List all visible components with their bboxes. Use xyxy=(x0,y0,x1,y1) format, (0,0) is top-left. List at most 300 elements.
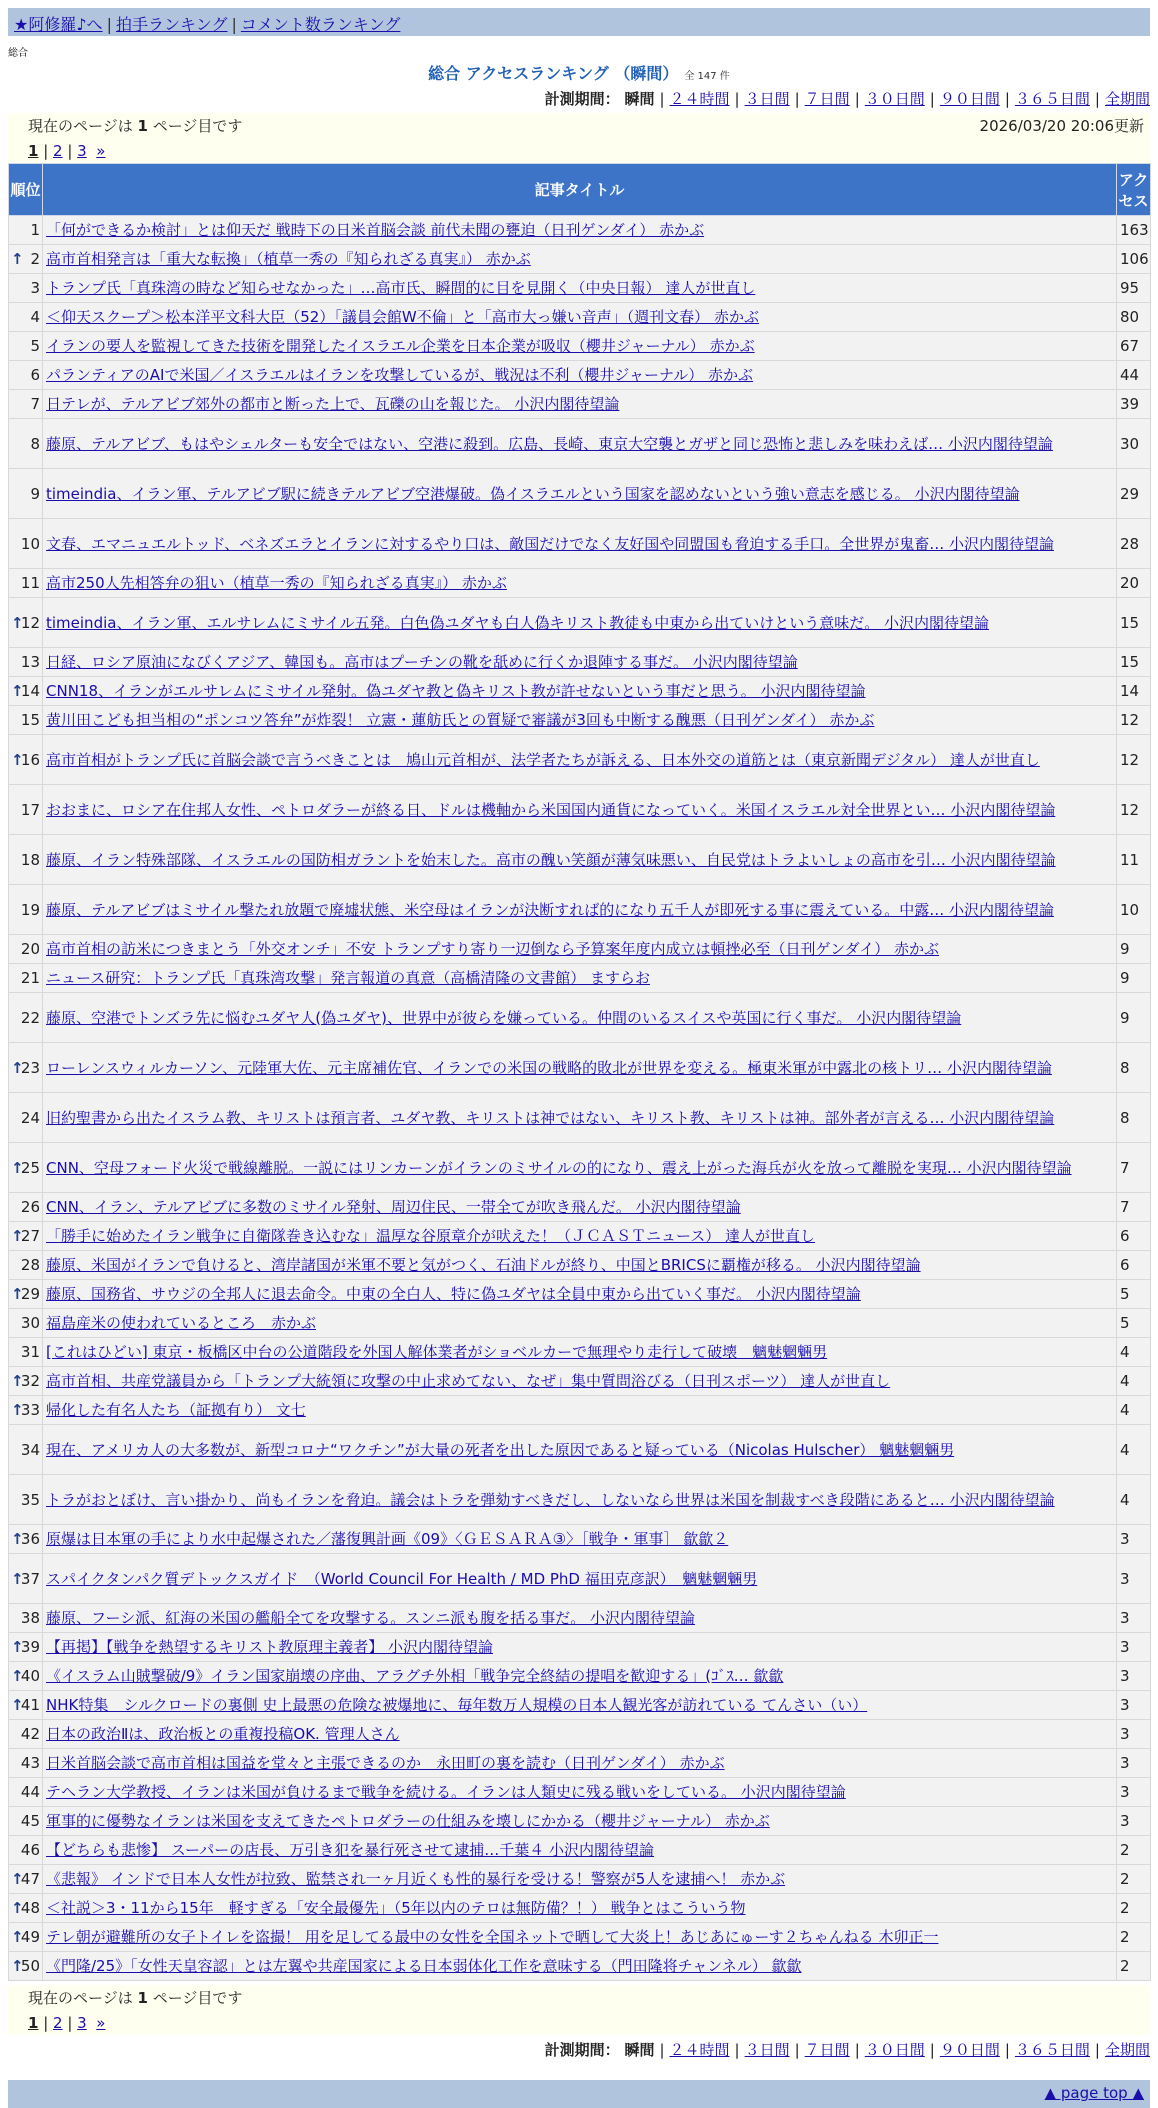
article-title-link[interactable]: 現在、アメリカ人の大多数が、新型コロナ“ワクチン”が大量の死者を出した原因であると疑っている（Nicolas Hulscher） 魑魅魍魎男 xyxy=(46,1440,955,1459)
table-row xyxy=(9,1691,1151,1720)
access-count: 15 xyxy=(1117,648,1151,677)
title-cell xyxy=(43,677,1117,706)
article-title-link[interactable]: ＜社説＞3・11から15年 軽すぎる「安全最優先」（5年以内のテロは無防備？！） 戦争とはこういう物 xyxy=(46,1899,746,1917)
article-title-link[interactable]: イランの要人を監視してきた技術を開発したイスラエル企業を日本企業が吸収（櫻井ジャーナル） 赤かぶ xyxy=(46,337,755,355)
access-count: 2 xyxy=(1117,1865,1151,1894)
rank-cell xyxy=(9,1396,43,1425)
rank-number: 16 xyxy=(20,750,40,769)
rank-number: 10 xyxy=(20,534,40,553)
table-row xyxy=(9,469,1151,519)
rank-cell xyxy=(9,1093,43,1143)
table-row xyxy=(9,1222,1151,1251)
period-7d-link[interactable]: ７日間 xyxy=(804,90,850,108)
rank-cell xyxy=(9,1720,43,1749)
table-row xyxy=(9,1749,1151,1778)
page-3-link[interactable]: 3 xyxy=(77,2014,87,2032)
period-3d-link[interactable]: ３日間 xyxy=(744,90,790,108)
rank-number: 42 xyxy=(20,1725,40,1743)
article-title-link[interactable]: 文春、エマニュエルトッド、ベネズエラとイランに対するやり口は、敵国だけでなく友好国や同盟国も脅迫する手口。全世界が鬼畜… 小沢内閣待望論 xyxy=(46,534,1054,553)
rank-number: 49 xyxy=(20,1928,40,1946)
article-title-link[interactable]: 高市首相発言は「重大な転換」（植草一秀の『知られざる真実』） 赤かぶ xyxy=(46,250,531,268)
rank-cell xyxy=(9,1367,43,1396)
article-title-link[interactable]: 「何ができるか検討」とは仰天だ 戦時下の日米首脳会談 前代未聞の甕迫（日刊ゲンダイ） 赤かぶ xyxy=(46,221,705,239)
access-count: 3 xyxy=(1117,1604,1151,1633)
access-count: 8 xyxy=(1117,1093,1151,1143)
rank-number: 35 xyxy=(20,1490,40,1509)
title-cell xyxy=(43,419,1117,469)
access-header: アクセス xyxy=(1117,164,1151,216)
article-title-link[interactable]: ローレンスウィルカーソン、元陸軍大佐、元主席補佐官、イランでの米国の戦略的敗北が世界を変える。極東米軍が中露北の核トリ… 小沢内閣待望論 xyxy=(46,1058,1052,1077)
rank-number: 1 xyxy=(30,221,40,239)
access-count: 2 xyxy=(1117,1923,1151,1952)
table-row xyxy=(9,1807,1151,1836)
rank-cell xyxy=(9,677,43,706)
table-row xyxy=(9,1280,1151,1309)
rank-cell xyxy=(9,1662,43,1691)
article-title-link[interactable]: 藤原、イラン特殊部隊、イスラエルの国防相ガラントを始末した。高市の醜い笑顔が薄気味悪い、自民党はトラよいしょの高市を引… 小沢内閣待望論 xyxy=(46,850,1056,869)
title-cell xyxy=(43,1662,1117,1691)
article-title-link[interactable]: 藤原、国務省、サウジの全邦人に退去命令。中東の全白人、特に偽ユダヤは全員中東から出ていく事だ。 小沢内閣待望論 xyxy=(46,1285,861,1303)
article-title-link[interactable]: トランプ氏「真珠湾の時など知らせなかった」…高市氏、瞬間的に目を見開く（中央日報） 達人が世直し xyxy=(46,279,756,297)
rank-up-arrow-icon: ↑ xyxy=(11,750,24,769)
article-title-link[interactable]: 《イスラム山賊撃破/9》イラン国家崩壊の序曲、アラグチ外相「戦争完全終結の提唱を歓迎する」(ｺﾞｽ… 歙歙 xyxy=(46,1667,784,1685)
article-title-link[interactable]: スパイクタンパク質デトックスガイド （World Council For Health / MD PhD 福田克彦訳） 魑魅魍魎男 xyxy=(46,1569,758,1588)
title-cell xyxy=(43,835,1117,885)
title-cell xyxy=(43,1554,1117,1604)
article-title-link[interactable]: 【再掲】【戦争を熱望するキリスト教原理主義者】 小沢内閣待望論 xyxy=(46,1638,493,1656)
article-title-link[interactable]: 《悲報》 インドで日本人女性が拉致、監禁され一ヶ月近くも性的暴行を受ける！警察が5人を逮捕へ！ 赤かぶ xyxy=(46,1870,786,1888)
rank-up-arrow-icon: ↑ xyxy=(11,1158,24,1177)
rank-header: 順位 xyxy=(9,164,43,216)
rank-cell xyxy=(9,785,43,835)
rank-number: 43 xyxy=(20,1754,40,1772)
access-count: 3 xyxy=(1117,1807,1151,1836)
table-row xyxy=(9,303,1151,332)
article-title-link[interactable]: 藤原、フーシ派、紅海の米国の艦船全てを攻撃する。スンニ派も腹を括る事だ。 小沢内閣待望論 xyxy=(46,1609,696,1627)
table-row xyxy=(9,1865,1151,1894)
table-row xyxy=(9,569,1151,598)
rank-number: 39 xyxy=(20,1638,40,1656)
title-cell xyxy=(43,245,1117,274)
table-row xyxy=(9,1604,1151,1633)
article-title-link[interactable]: 軍事的に優勢なイランは米国を支えてきたペトロダラーの仕組みを壊しにかかる（櫻井ジャーナル） 赤かぶ xyxy=(46,1812,770,1830)
title-cell xyxy=(43,1807,1117,1836)
rank-cell xyxy=(9,274,43,303)
period-90d-link[interactable]: ９０日間 xyxy=(939,2041,1000,2059)
next-page-link[interactable]: » xyxy=(96,142,106,160)
article-title-link[interactable]: 帰化した有名人たち（証拠有り） 文七 xyxy=(46,1401,306,1419)
period-current: 瞬間 xyxy=(624,2041,655,2059)
table-row xyxy=(9,1193,1151,1222)
rank-number: 46 xyxy=(20,1841,40,1859)
page-info: 現在のページは 1 ページ目です xyxy=(28,1989,243,2007)
page-nav: 1 | 2 | 3 » xyxy=(28,2014,106,2032)
title-cell xyxy=(43,1633,1117,1662)
rank-up-arrow-icon: ↑ xyxy=(11,1530,24,1548)
rank-number: 28 xyxy=(20,1256,40,1274)
title-cell xyxy=(43,1691,1117,1720)
page-nav: 1 | 2 | 3 » xyxy=(28,142,106,160)
rank-cell xyxy=(9,706,43,735)
period-90d-link[interactable]: ９０日間 xyxy=(939,90,1000,108)
rank-number: 24 xyxy=(20,1108,40,1127)
title-cell xyxy=(43,274,1117,303)
access-count: 3 xyxy=(1117,1720,1151,1749)
access-count: 9 xyxy=(1117,935,1151,964)
period-24h-link[interactable]: ２４時間 xyxy=(669,2041,730,2059)
title-cell xyxy=(43,1251,1117,1280)
period-label: 計測期間： xyxy=(544,2041,620,2059)
article-title-link[interactable]: ＜仰天スクープ＞松本洋平文科大臣（52）「議員会館W不倫」と「高市大っ嫌い音声」（週刊文春） 赤かぶ xyxy=(46,308,759,326)
period-selector-top: 計測期間： 瞬間 | ２４時間 | ３日間 | ７日間 | ３０日間 | ９０日間 | ３６５日間 | 全期間 xyxy=(544,90,1150,108)
article-title-link[interactable]: [これはひどい] 東京・板橋区中台の公道階段を外国人解体業者がショベルカーで無理やり走行して破壊 魑魅魍魎男 xyxy=(46,1343,828,1361)
title-cell xyxy=(43,1836,1117,1865)
rank-number: 20 xyxy=(20,940,40,958)
article-title-link[interactable]: 黄川田こども担当相の“ポンコツ答弁”が炸裂！ 立憲・蓮舫氏との質疑で審議が3回も中断する醜悪（日刊ゲンダイ） 赤かぶ xyxy=(46,711,875,729)
rank-cell xyxy=(9,964,43,993)
period-3d-link[interactable]: ３日間 xyxy=(744,2041,790,2059)
rank-number: 38 xyxy=(20,1609,40,1627)
access-count: 2 xyxy=(1117,1894,1151,1923)
page-2-link[interactable]: 2 xyxy=(53,142,63,160)
page-3-link[interactable]: 3 xyxy=(77,142,87,160)
access-count: 39 xyxy=(1117,390,1151,419)
table-row xyxy=(9,1778,1151,1807)
rank-cell xyxy=(9,1778,43,1807)
rank-cell xyxy=(9,1251,43,1280)
period-24h-link[interactable]: ２４時間 xyxy=(669,90,730,108)
rank-cell xyxy=(9,1338,43,1367)
rank-number: 11 xyxy=(20,574,40,592)
access-count: 9 xyxy=(1117,993,1151,1043)
rank-number: 40 xyxy=(20,1667,40,1685)
article-title-link[interactable]: 藤原、テルアビブはミサイル撃たれ放題で廃墟状態、米空母はイランが決断すれば的になり五千人が即死する事に震えている。中露… 小沢内閣待望論 xyxy=(46,900,1054,919)
rank-number: 36 xyxy=(20,1530,40,1548)
rank-cell xyxy=(9,1836,43,1865)
article-title-link[interactable]: 藤原、テルアビブ、もはやシェルターも安全ではない、空港に殺到。広島、長崎、東京大空襲とガザと同じ恐怖と悲しみを味わえば… 小沢内閣待望論 xyxy=(46,434,1053,453)
table-row xyxy=(9,519,1151,569)
title-cell xyxy=(43,1923,1117,1952)
ranking-title: 総合 アクセスランキング （瞬間） xyxy=(428,64,679,83)
page-title xyxy=(0,61,1158,84)
title-cell xyxy=(43,706,1117,735)
title-cell xyxy=(43,735,1117,785)
period-365d-link[interactable]: ３６５日間 xyxy=(1014,2041,1090,2059)
comment-ranking-link[interactable]: コメント数ランキング xyxy=(240,15,401,34)
rank-cell xyxy=(9,390,43,419)
article-title-link[interactable]: timeindia、イラン軍、テルアビブ駅に続きテルアビブ空港爆破。偽イスラエルという国家を認めないという強い意志を感じる。 小沢内閣待望論 xyxy=(46,484,1020,503)
article-title-link[interactable]: CNN18、イランがエルサレムにミサイル発射。偽ユダヤ教と偽キリスト教が許せないという事だと思う。 小沢内閣待望論 xyxy=(46,682,866,700)
table-row xyxy=(9,1836,1151,1865)
rank-cell xyxy=(9,1043,43,1093)
article-title-link[interactable]: 福島産米の使われているところ 赤かぶ xyxy=(46,1314,317,1332)
rank-cell xyxy=(9,1604,43,1633)
access-count: 44 xyxy=(1117,361,1151,390)
access-count: 80 xyxy=(1117,303,1151,332)
title-cell xyxy=(43,390,1117,419)
access-count: 3 xyxy=(1117,1554,1151,1604)
access-count: 7 xyxy=(1117,1193,1151,1222)
access-count: 3 xyxy=(1117,1691,1151,1720)
table-row xyxy=(9,245,1151,274)
title-cell xyxy=(43,1338,1117,1367)
access-count: 3 xyxy=(1117,1633,1151,1662)
table-row xyxy=(9,419,1151,469)
title-cell xyxy=(43,1749,1117,1778)
table-row xyxy=(9,706,1151,735)
article-title-link[interactable]: パランティアのAIで米国／イスラエルはイランを攻撃しているが、戦況は不利（櫻井ジャーナル） 赤かぶ xyxy=(46,366,754,384)
rank-number: 21 xyxy=(20,969,40,987)
next-page-link[interactable]: » xyxy=(96,2014,106,2032)
article-title-link[interactable]: 旧約聖書から出たイスラム教、キリストは預言者、ユダヤ教、キリストは神ではない、キリスト教、キリストは神。部外者が言える… 小沢内閣待望論 xyxy=(46,1108,1055,1127)
rank-cell xyxy=(9,303,43,332)
access-count: 11 xyxy=(1117,835,1151,885)
rank-number: 45 xyxy=(20,1812,40,1830)
title-cell xyxy=(43,469,1117,519)
access-count: 12 xyxy=(1117,706,1151,735)
access-count: 28 xyxy=(1117,519,1151,569)
page-top-link[interactable]: ▲ page top ▲ xyxy=(1044,2084,1144,2102)
table-row xyxy=(9,1093,1151,1143)
rank-up-arrow-icon: ↑ xyxy=(11,1870,24,1888)
rank-cell xyxy=(9,1525,43,1554)
rank-number: 33 xyxy=(20,1401,40,1419)
rank-number: 2 xyxy=(30,250,40,268)
title-cell xyxy=(43,303,1117,332)
rank-cell xyxy=(9,1554,43,1604)
article-title-link[interactable]: 高市首相の訪米につきまとう「外交オンチ」不安 トランプすり寄り一辺倒なら予算案年度内成立は頓挫必至（日刊ゲンダイ） 赤かぶ xyxy=(46,940,940,958)
rank-cell xyxy=(9,1952,43,1981)
access-count: 95 xyxy=(1117,274,1151,303)
top-nav-bar xyxy=(8,8,1150,36)
article-title-link[interactable]: 《門隆/25》「女性天皇容認」とは左翼や共産国家による日本弱体化工作を意味する（門田隆将チャンネル） 歙歙 xyxy=(46,1957,802,1975)
rank-number: 34 xyxy=(20,1440,40,1459)
period-30d-link[interactable]: ３０日間 xyxy=(864,90,925,108)
home-link[interactable]: ★阿修羅♪へ xyxy=(14,15,103,34)
rank-number: 27 xyxy=(20,1227,40,1245)
title-cell xyxy=(43,519,1117,569)
title-cell xyxy=(43,935,1117,964)
ranking-table xyxy=(8,163,1151,1981)
table-row xyxy=(9,1720,1151,1749)
article-title-link[interactable]: テレ朝が避難所の女子トイレを盗撮！ 用を足してる最中の女性を全国ネットで晒して大炎上！あじあにゅーす２ちゃんねる 木卯正一 xyxy=(46,1928,939,1946)
access-count: 4 xyxy=(1117,1338,1151,1367)
access-count: 6 xyxy=(1117,1251,1151,1280)
period-365d-link[interactable]: ３６５日間 xyxy=(1014,90,1090,108)
rank-cell xyxy=(9,885,43,935)
rank-cell xyxy=(9,1633,43,1662)
page-2-link[interactable]: 2 xyxy=(53,2014,63,2032)
rank-cell xyxy=(9,1222,43,1251)
rank-cell xyxy=(9,1475,43,1525)
article-title-link[interactable]: 高市首相がトランプ氏に首脳会談で言うべきことは 鳩山元首相が、法学者たちが訴える、日本外交の道筋とは（東京新聞デジタル） 達人が世直し xyxy=(46,750,1040,769)
rank-cell xyxy=(9,469,43,519)
title-cell xyxy=(43,332,1117,361)
rank-up-arrow-icon: ↑ xyxy=(11,1058,24,1077)
title-cell xyxy=(43,1720,1117,1749)
rank-up-arrow-icon: ↑ xyxy=(11,250,24,268)
table-row xyxy=(9,216,1151,245)
rank-cell xyxy=(9,519,43,569)
title-cell xyxy=(43,1865,1117,1894)
rank-number: 47 xyxy=(20,1870,40,1888)
access-count: 30 xyxy=(1117,419,1151,469)
rank-number: 19 xyxy=(20,900,40,919)
title-cell xyxy=(43,964,1117,993)
table-row xyxy=(9,785,1151,835)
rank-up-arrow-icon: ↑ xyxy=(11,1899,24,1917)
period-all-link[interactable]: 全期間 xyxy=(1104,90,1150,108)
article-title-link[interactable]: 日経、ロシア原油になびくアジア、韓国も。高市はプーチンの靴を舐めに行くか退陣する事だ。 小沢内閣待望論 xyxy=(46,653,798,671)
rank-number: 17 xyxy=(20,800,40,819)
article-title-link[interactable]: 日テレが、テルアビブ郊外の都市と断った上で、瓦礫の山を報じた。 小沢内閣待望論 xyxy=(46,395,620,413)
rank-up-arrow-icon: ↑ xyxy=(11,1401,24,1419)
rank-number: 4 xyxy=(30,308,40,326)
article-title-link[interactable]: CNN、空母フォード火災で戦線離脱。一説にはリンカーンがイランのミサイルの的になり、震え上がった海兵が火を放って離脱を実現… 小沢内閣待望論 xyxy=(46,1158,1072,1177)
page-info: 現在のページは 1 ページ目です xyxy=(28,117,243,135)
total-count: 全 147 件 xyxy=(684,71,730,82)
rank-number: 41 xyxy=(20,1696,40,1714)
rank-number: 48 xyxy=(20,1899,40,1917)
pager-top xyxy=(8,113,1150,163)
rank-cell xyxy=(9,648,43,677)
table-row xyxy=(9,885,1151,935)
access-count: 3 xyxy=(1117,1662,1151,1691)
table-row xyxy=(9,1043,1151,1093)
table-row xyxy=(9,1143,1151,1193)
rank-number: 8 xyxy=(30,434,40,453)
rank-cell xyxy=(9,419,43,469)
access-count: 10 xyxy=(1117,885,1151,935)
table-row xyxy=(9,1525,1151,1554)
rank-number: 50 xyxy=(20,1957,40,1975)
access-count: 2 xyxy=(1117,1952,1151,1981)
rank-number: 15 xyxy=(20,711,40,729)
access-count: 4 xyxy=(1117,1475,1151,1525)
title-cell xyxy=(43,1778,1117,1807)
period-all-link[interactable]: 全期間 xyxy=(1104,2041,1150,2059)
applause-ranking-link[interactable]: 拍手ランキング xyxy=(115,15,228,34)
period-30d-link[interactable]: ３０日間 xyxy=(864,2041,925,2059)
table-row xyxy=(9,332,1151,361)
title-cell xyxy=(43,993,1117,1043)
rank-number: 29 xyxy=(20,1285,40,1303)
table-row xyxy=(9,1662,1151,1691)
title-cell xyxy=(43,1475,1117,1525)
rank-number: 22 xyxy=(20,1008,40,1027)
article-title-link[interactable]: 原爆は日本軍の手により水中起爆された／藩復興計画《09》〈ＧＥＳＡＲＡ③〉［戦争・軍事］ 歙歙２ xyxy=(46,1530,729,1548)
table-row xyxy=(9,677,1151,706)
rank-number: 23 xyxy=(20,1058,40,1077)
rank-number: 25 xyxy=(20,1158,40,1177)
rank-up-arrow-icon: ↑ xyxy=(11,1696,24,1714)
rank-cell xyxy=(9,1425,43,1475)
access-count: 4 xyxy=(1117,1367,1151,1396)
article-title-link[interactable]: 日本の政治Ⅱは、政治板との重複投稿OK. 管理人さん xyxy=(46,1725,400,1743)
pager-bottom xyxy=(8,1985,1150,2035)
title-cell xyxy=(43,216,1117,245)
rank-cell xyxy=(9,332,43,361)
article-title-link[interactable]: 【どちらも悲惨】 スーパーの店長、万引き犯を暴行死させて逮捕…千葉４ 小沢内閣待望論 xyxy=(46,1841,655,1859)
page-1-current: 1 xyxy=(28,2014,39,2032)
table-row xyxy=(9,935,1151,964)
article-title-link[interactable]: テヘラン大学教授、イランは米国が負けるまで戦争を続ける。イランは人類史に残る戦いをしている。 小沢内閣待望論 xyxy=(46,1783,846,1801)
table-row xyxy=(9,274,1151,303)
access-count: 29 xyxy=(1117,469,1151,519)
table-row xyxy=(9,1633,1151,1662)
article-title-link[interactable]: 「勝手に始めたイラン戦争に自衛隊巻き込むな」温厚な谷原章介が吠えた！（ＪＣＡＳＴニュース） 達人が世直し xyxy=(46,1227,816,1245)
rank-up-arrow-icon: ↑ xyxy=(11,1638,24,1656)
table-row xyxy=(9,1425,1151,1475)
rank-up-arrow-icon: ↑ xyxy=(11,682,24,700)
rank-number: 3 xyxy=(30,279,40,297)
rank-number: 31 xyxy=(20,1343,40,1361)
article-title-link[interactable]: おおまに、ロシア在住邦人女性、ペトロダラーが終る日、ドルは機軸から米国国内通貨になっていく。米国イスラエル対全世界とい… 小沢内閣待望論 xyxy=(46,800,1056,819)
category-label: 総合 xyxy=(8,48,28,59)
article-title-link[interactable]: 藤原、米国がイランで負けると、湾岸諸国が米軍不要と気がつく、石油ドルが終り、中国とBRICSに覇権が移る。 小沢内閣待望論 xyxy=(46,1256,921,1274)
access-count: 14 xyxy=(1117,677,1151,706)
period-7d-link[interactable]: ７日間 xyxy=(804,2041,850,2059)
article-title-link[interactable]: NHK特集 シルクロードの裏側 史上最悪の危険な被爆地に、毎年数万人規模の日本人観光客が訪れている てんさい（い） xyxy=(46,1696,868,1714)
rank-cell xyxy=(9,1691,43,1720)
table-row xyxy=(9,1338,1151,1367)
period-label: 計測期間： xyxy=(544,90,620,108)
rank-cell xyxy=(9,1309,43,1338)
table-row xyxy=(9,1554,1151,1604)
title-cell xyxy=(43,1525,1117,1554)
title-cell xyxy=(43,1604,1117,1633)
table-row xyxy=(9,1251,1151,1280)
rank-cell xyxy=(9,835,43,885)
access-count: 12 xyxy=(1117,785,1151,835)
article-title-link[interactable]: トラがおとぼけ、言い掛かり、尚もイランを脅迫。議会はトラを弾劾すべきだし、しないなら世界は米国を制裁すべき段階にあると… 小沢内閣待望論 xyxy=(46,1490,1055,1509)
article-title-link[interactable]: 高市250人先相答弁の狙い（植草一秀の『知られざる真実』） 赤かぶ xyxy=(46,574,507,592)
article-title-link[interactable]: timeindia、イラン軍、エルサレムにミサイル五発。白色偽ユダヤも白人偽キリスト教徒も中東から出ていけという意味だ。 小沢内閣待望論 xyxy=(46,613,989,632)
article-title-link[interactable]: ニュース研究：トランプ氏「真珠湾攻撃」発言報道の真意（高橋清隆の文書館） ますらお xyxy=(46,969,651,987)
rank-number: 7 xyxy=(30,395,40,413)
rank-cell xyxy=(9,216,43,245)
rank-cell xyxy=(9,245,43,274)
rank-up-arrow-icon: ↑ xyxy=(11,1957,24,1975)
article-title-link[interactable]: 藤原、空港でトンズラ先に悩むユダヤ人(偽ユダヤ)、世界中が彼らを嫌っている。仲間のいるスイスや英国に行く事だ。 小沢内閣待望論 xyxy=(46,1008,962,1027)
access-count: 6 xyxy=(1117,1222,1151,1251)
access-count: 163 xyxy=(1117,216,1151,245)
title-cell xyxy=(43,361,1117,390)
article-title-link[interactable]: 高市首相、共産党議員から「トランプ大統領に攻撃の中止求めてない、なぜ」集中質問浴びる（日刊スポーツ） 達人が世直し xyxy=(46,1372,891,1390)
rank-number: 32 xyxy=(20,1372,40,1390)
rank-cell xyxy=(9,993,43,1043)
title-cell xyxy=(43,1193,1117,1222)
table-row xyxy=(9,1894,1151,1923)
access-count: 5 xyxy=(1117,1309,1151,1338)
rank-number: 30 xyxy=(20,1314,40,1332)
rank-number: 18 xyxy=(20,850,40,869)
rank-cell xyxy=(9,935,43,964)
title-cell xyxy=(43,1143,1117,1193)
nav-separator: | xyxy=(106,15,112,34)
table-row xyxy=(9,390,1151,419)
access-count: 106 xyxy=(1117,245,1151,274)
access-count: 2 xyxy=(1117,1836,1151,1865)
article-title-link[interactable]: CNN、イラン、テルアビブに多数のミサイル発射、周辺住民、一帯全てが吹き飛んだ。 小沢内閣待望論 xyxy=(46,1198,741,1216)
rank-cell xyxy=(9,1807,43,1836)
title-cell xyxy=(43,1952,1117,1981)
access-count: 5 xyxy=(1117,1280,1151,1309)
rank-number: 9 xyxy=(30,484,40,503)
title-cell xyxy=(43,598,1117,648)
rank-cell xyxy=(9,1865,43,1894)
article-title-link[interactable]: 日米首脳会談で高市首相は国益を堂々と主張できるのか 永田町の裏を読む（日刊ゲンダイ） 赤かぶ xyxy=(46,1754,725,1772)
